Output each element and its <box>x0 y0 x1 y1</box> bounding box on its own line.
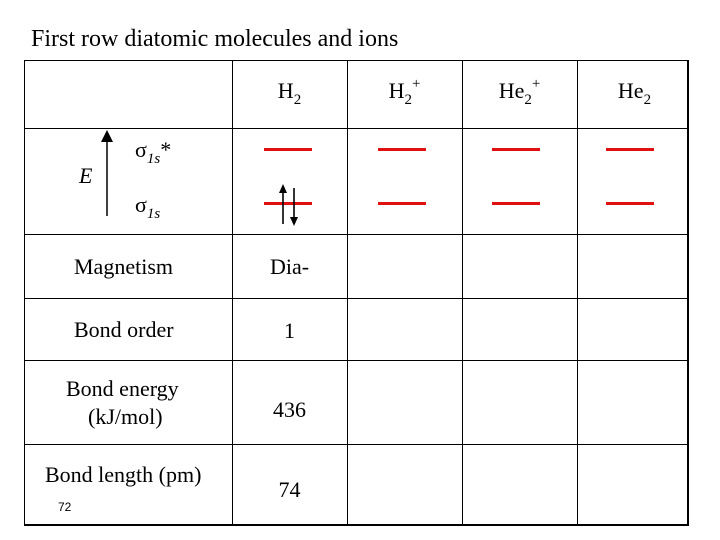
row-divider-magnetism <box>24 234 689 235</box>
energy-arrow <box>98 130 116 218</box>
column-header-he2: $He_2$ <box>617 78 652 108</box>
sigma-1s-star-label: $\sigma_{1s}*$ <box>135 137 172 167</box>
h2-bond-order-value: 1 <box>284 318 295 343</box>
row-divider-bond-length <box>24 444 689 445</box>
row-label-magnetism: Magnetism <box>74 254 173 279</box>
column-header-h2-plus: $H_2^+$ <box>388 76 421 108</box>
row-divider-bond-energy <box>24 360 689 361</box>
h2-bond-energy-value: 436 <box>273 397 306 422</box>
column-header-he2-plus: $He_2^+$ <box>498 76 541 108</box>
h2plus-sigma-level <box>378 202 426 205</box>
sigma-1s-label: $\sigma_{1s}$ <box>135 192 161 222</box>
column-header-h2: $H_2$ <box>277 78 302 108</box>
h2-sigma-star-level <box>264 148 312 151</box>
he2-sigma-star-level <box>606 148 654 151</box>
row-label-bond-energy: Bond energy <box>66 376 179 401</box>
he2plus-sigma-star-level <box>492 148 540 151</box>
energy-label: E <box>79 163 93 188</box>
header-divider <box>24 128 689 129</box>
col-divider-4 <box>577 60 578 526</box>
slide-number: 72 <box>58 500 72 514</box>
row-label-bond-length: Bond length (pm) <box>45 462 202 487</box>
h2plus-sigma-star-level <box>378 148 426 151</box>
h2-bond-length-value: 74 <box>278 477 301 502</box>
row-divider-bond-order <box>24 298 689 299</box>
row-label-bond-order: Bond order <box>74 317 174 342</box>
h2-magnetism-value: Dia- <box>269 254 310 279</box>
electron-pair-icon <box>277 184 301 228</box>
he2-sigma-level <box>606 202 654 205</box>
col-divider-3 <box>462 60 463 526</box>
data-table <box>24 60 689 526</box>
row-label-bond-energy-units: (kJ/mol) <box>88 404 163 429</box>
col-divider-1 <box>232 60 233 526</box>
col-divider-2 <box>347 60 348 526</box>
he2plus-sigma-level <box>492 202 540 205</box>
slide-title: First row diatomic molecules and ions <box>31 26 399 52</box>
